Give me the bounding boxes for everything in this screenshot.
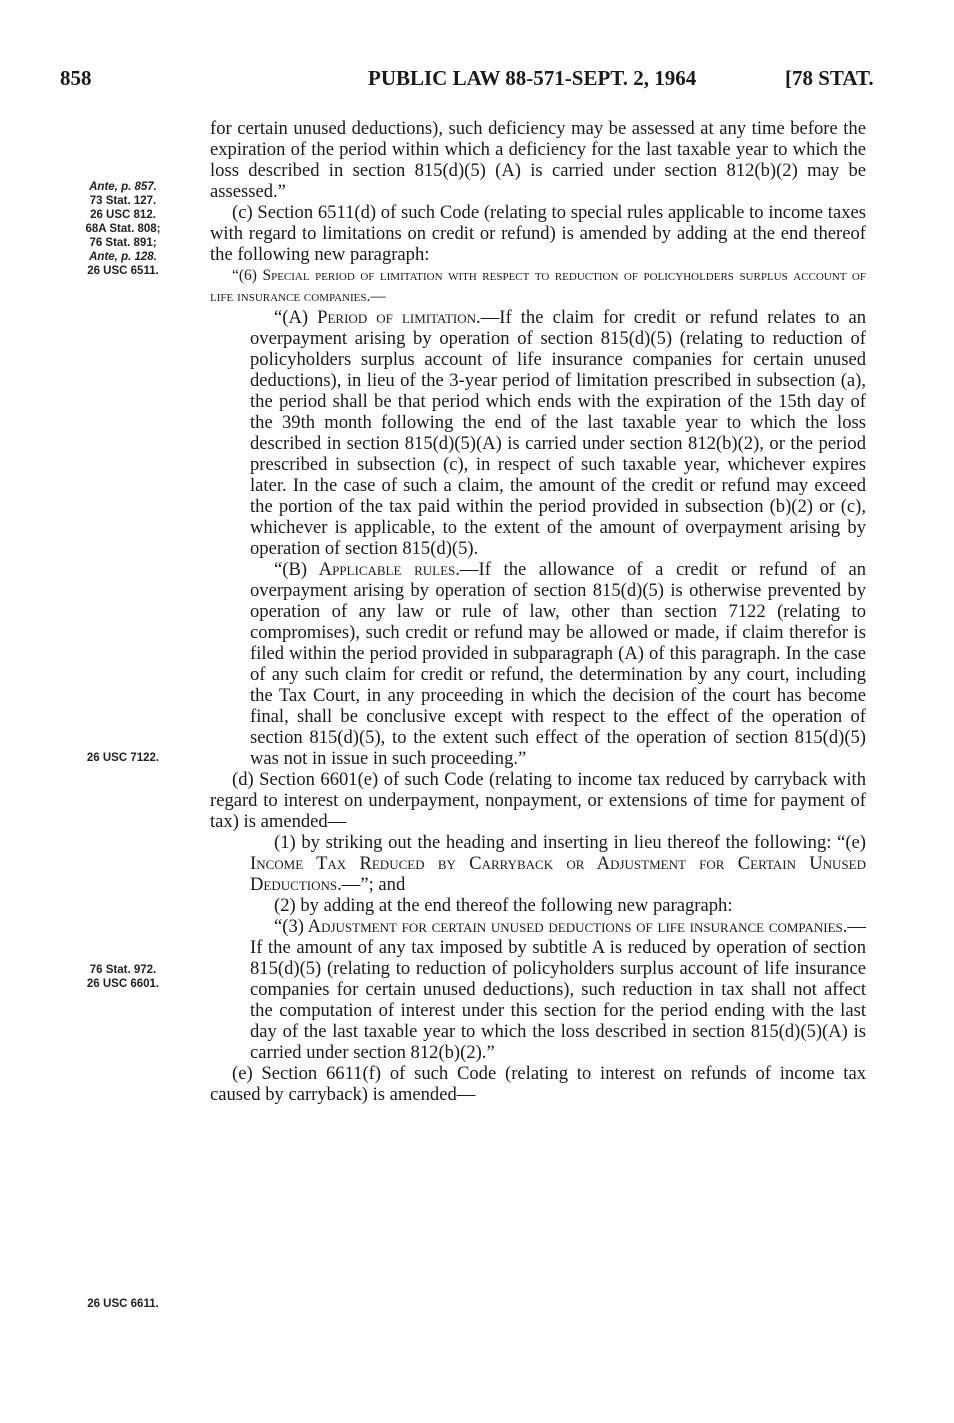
subparagraph-b-heading: “(B) Applicable rules.— [274, 559, 479, 580]
subparagraph-a [250, 307, 866, 559]
page-title: PUBLIC LAW 88-571-SEPT. 2, 1964 [368, 66, 697, 90]
paragraph-6-heading: “(6) Special period of limitation with respect to reduction of policyholders surplus account of life insurance companies.— [210, 267, 866, 305]
volume-reference: [78 STAT. [785, 66, 874, 90]
margin-note: 76 Stat. 891; [89, 237, 157, 249]
margin-notes-group-1 [62, 180, 184, 278]
margin-notes-group-4 [62, 1297, 184, 1311]
paragraph-continuation: for certain unused deductions), such deficiency may be assessed at any time before the expiration of the period within which a deficiency for the last taxable year to which the loss described in section 815(d)(5) (A) is carried under section 812(b)(2) may be assessed.” [210, 118, 866, 202]
margin-note: 76 Stat. 972. [89, 964, 157, 976]
paragraph-3-text: If the amount of any tax imposed by subtitle A is reduced by operation of section 815(d)(5) (relating to reduction of policyholders surplus account of life insurance companies for certain unused deductions), such reduction in tax shall not affect the computation of interest under this section for the period ending with the last day of the last taxable year to which the loss described in section 815(d)(5)(A) is carried under section 812(b)(2).” [250, 937, 866, 1063]
margin-note: 73 Stat. 127. [89, 195, 157, 207]
subparagraph-a-heading: “(A) Period of limitation.— [274, 307, 500, 328]
margin-note: 26 USC 6511. [87, 265, 159, 277]
paragraph-d-1-caps: Income Tax Reduced by Carryback or Adjustment for Certain Unused Deductions [250, 853, 866, 895]
page-number: 858 [60, 66, 92, 90]
paragraph-d-2: (2) by adding at the end thereof the following new paragraph: [274, 895, 733, 916]
paragraph-c: (c) Section 6511(d) of such Code (relating to special rules applicable to income taxes with regard to limitations on credit or refund) is amended by adding at the end thereof the following new paragraph: [210, 202, 866, 265]
statute-text [210, 118, 866, 1105]
margin-notes-group-2 [62, 751, 184, 765]
subparagraph-b [250, 559, 866, 769]
paragraph-3 [250, 916, 866, 1063]
margin-note: 26 USC 6601. [86, 978, 160, 990]
paragraph-d: (d) Section 6601(e) of such Code (relating to income tax reduced by carryback with regard to interest on underpayment, nonpayment, or extensions of time for payment of tax) is amended— [210, 769, 866, 832]
margin-note: 26 USC 7122. [86, 752, 160, 764]
margin-note: 26 USC 812. [90, 209, 156, 221]
paragraph-d-1: (1) by striking out the heading and inserting in lieu thereof the following: “(e) Income Tax Reduced by Carryback or Adjustment for Certain Unused Deductions.—”; and [250, 832, 866, 895]
subparagraph-a-text: If the claim for credit or refund relates to an overpayment arising by operation of section 815(d)(5) (relating to reduction of policyholders surplus account of life insurance companies for certain unused deductions), in lieu of the 3-year period of limitation prescribed in subsection (a), the period shall be that period which ends with the expiration of the 15th day of the 39th month following the end of the last taxable year to which the loss described in section 815(d)(5)(A) is carried under section 812(b)(2), or the period prescribed in subsection (c), in respect of such taxable year, whichever expires later. In the case of such a claim, the amount of the credit or refund may exceed the portion of the tax paid within the period provided in subsection (b)(2) or (c), whichever is applicable, to the extent of the amount of overpayment arising by operation of section 815(d)(5). [250, 307, 866, 559]
margin-note: Ante, p. 857. [89, 181, 157, 193]
margin-notes-group-3 [62, 963, 184, 991]
paragraph-e: (e) Section 6611(f) of such Code (relating to interest on refunds of income tax caused by carryback) is amended— [210, 1063, 866, 1105]
margin-note: 68A Stat. 808; [85, 223, 161, 235]
paragraph-3-heading: “(3) Adjustment for certain unused deductions of life insurance companies.— [274, 916, 866, 937]
margin-note: Ante, p. 128. [89, 251, 157, 263]
margin-note: 26 USC 6611. [87, 1298, 159, 1310]
subparagraph-b-text: If the allowance of a credit or refund of an overpayment arising by operation of section 815(d)(5) is otherwise prevented by operation of any law or rule of law, other than section 7122 (relating to compromises), such credit or refund may be allowed or made, if claim therefor is filed within the period provided in subparagraph (A) of this paragraph. In the case of any such claim for credit or refund, the determination by any court, including the Tax Court, in any proceeding in which the decision of the court has become final, shall be conclusive except with respect to the effect of the operation of section 815(d)(5), to the extent such effect of the operation of section 815(d)(5) was not in issue in such proceeding.” [250, 559, 866, 769]
